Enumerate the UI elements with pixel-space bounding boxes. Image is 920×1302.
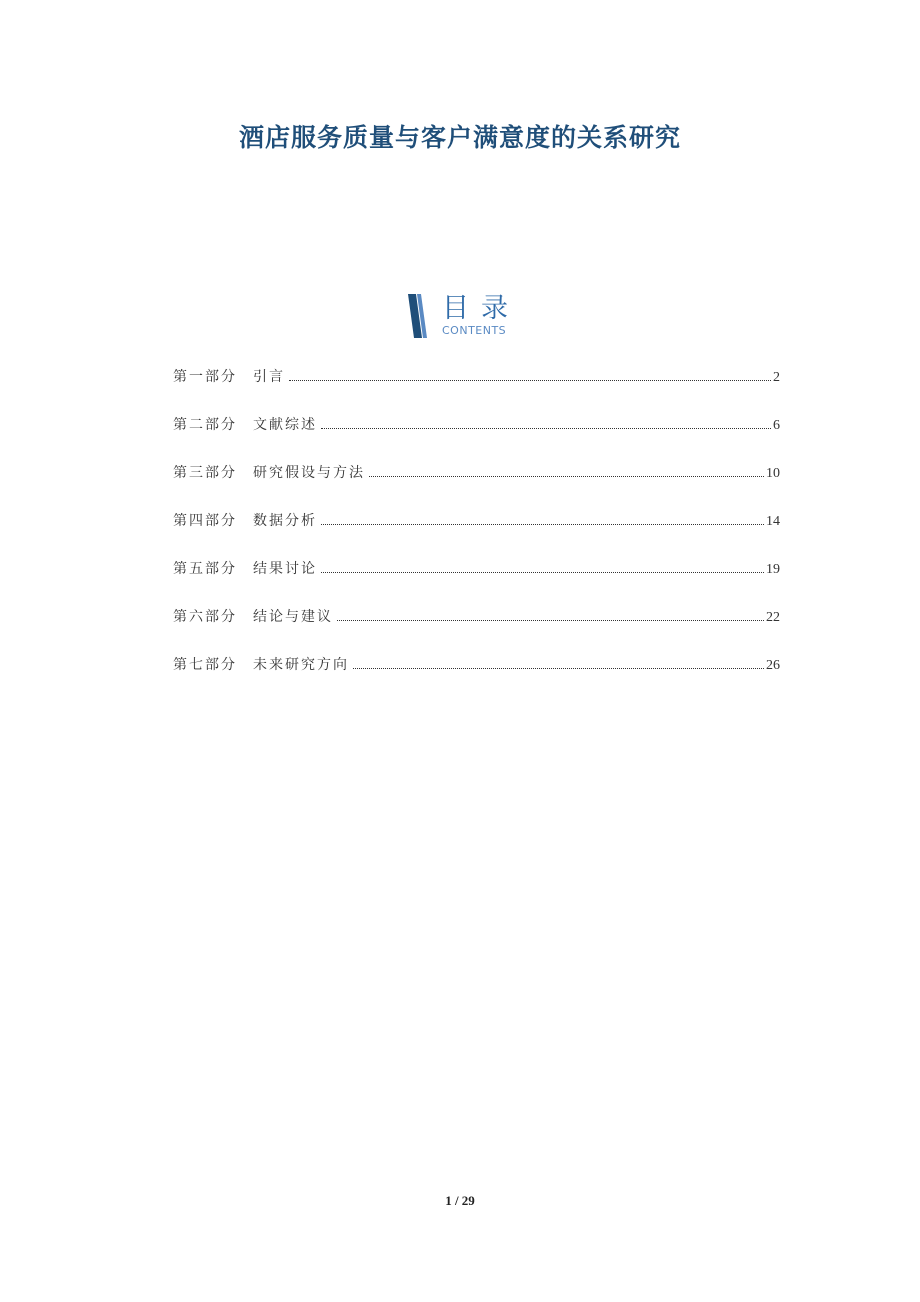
toc-entry-page: 6: [773, 418, 780, 433]
toc-entry-7[interactable]: [173, 654, 780, 702]
toc-subheading: CONTENTS: [442, 324, 507, 337]
document-title: 酒店服务质量与客户满意度的关系研究: [238, 123, 681, 152]
toc-entry-title: 结论与建议: [253, 609, 333, 625]
toc-heading: 目录: [442, 293, 520, 324]
toc-entry-page: 26: [766, 658, 780, 673]
toc-header: [406, 294, 526, 338]
toc-dot-leader: [321, 427, 771, 429]
toc-entry-title: 未来研究方向: [253, 657, 349, 673]
toc-entry-part: 第五部分: [173, 561, 237, 577]
toc-entry-part: 第二部分: [173, 417, 237, 433]
toc-entry-page: 2: [773, 370, 780, 385]
toc-dot-leader: [369, 475, 764, 477]
toc-entry-page: 14: [766, 514, 780, 529]
toc-entry-part: 第四部分: [173, 513, 237, 529]
toc-entry-4[interactable]: [173, 510, 780, 558]
toc-entry-title: 引言: [253, 369, 285, 385]
book-spine-icon: [406, 294, 430, 338]
toc-entry-3[interactable]: [173, 462, 780, 510]
toc-dot-leader: [337, 619, 764, 621]
toc-entry-2[interactable]: [173, 414, 780, 462]
toc-entry-part: 第七部分: [173, 657, 237, 673]
toc-entry-6[interactable]: [173, 606, 780, 654]
toc-dot-leader: [321, 571, 764, 573]
toc-entry-page: 19: [766, 562, 780, 577]
page-number: 1 / 29: [445, 1193, 475, 1208]
toc-entry-title: 文献综述: [253, 417, 317, 433]
toc-entry-page: 22: [766, 610, 780, 625]
toc-entry-title: 数据分析: [253, 513, 317, 529]
toc-entry-part: 第一部分: [173, 369, 237, 385]
toc-entry-page: 10: [766, 466, 780, 481]
toc-dot-leader: [353, 667, 764, 669]
toc-dot-leader: [321, 523, 764, 525]
toc-entry-part: 第六部分: [173, 609, 237, 625]
toc-list: [173, 366, 780, 702]
toc-dot-leader: [289, 379, 771, 381]
toc-entry-title: 结果讨论: [253, 561, 317, 577]
toc-entry-part: 第三部分: [173, 465, 237, 481]
toc-entry-1[interactable]: [173, 366, 780, 414]
toc-entry-5[interactable]: [173, 558, 780, 606]
toc-entry-title: 研究假设与方法: [253, 465, 365, 481]
